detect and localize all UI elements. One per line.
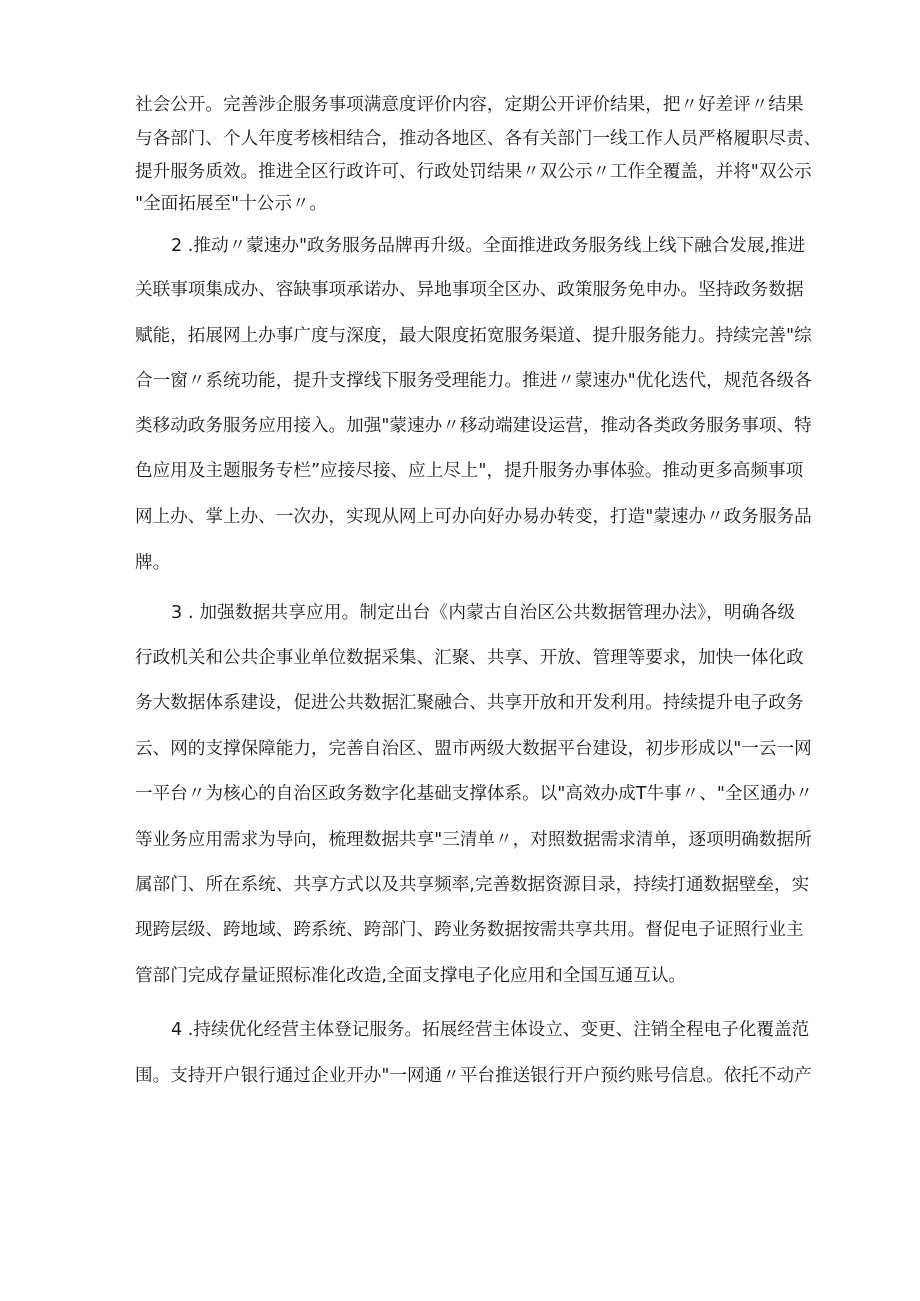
text-line: 合一窗〃系统功能，提升支撑线下服务受理能力。推进〃蒙速办"优化迭代，规范各级各 bbox=[135, 371, 812, 391]
text-line: 行政机关和公共企事业单位数据采集、汇聚、共享、开放、管理等要求，加快一体化政 bbox=[135, 648, 804, 668]
text-line: 现跨层级、跨地域、跨系统、跨部门、跨业务数据按需共享共用。督促电子证照行业主 bbox=[135, 920, 804, 940]
text-line: 与各部门、个人年度考核相结合，推动各地区、各有关部门一线工作人员严格履职尽责、 bbox=[135, 129, 822, 149]
text-line: 务大数据体系建设，促进公共数据汇聚融合、共享开放和开发利用。持续提升电子政务 bbox=[135, 693, 804, 713]
text-line: "全面拓展至"十公示〃。 bbox=[135, 194, 328, 214]
text-line: 提升服务质效。推进全区行政许可、行政处罚结果〃双公示〃工作全覆盖，并将"双公示 bbox=[135, 162, 812, 182]
text-line: 等业务应用需求为导向，梳理数据共享"三清单〃，对照数据需求清单，逐项明确数据所 bbox=[135, 830, 812, 850]
text-line: 网上办、掌上办、一次办，实现从网上可办向好办易办转变，打造"蒙速办〃政务服务品 bbox=[135, 507, 812, 527]
text-line: 类移动政务服务应用接入。加强"蒙速办〃移动端建设运营，推动各类政务服务事项、特 bbox=[135, 416, 812, 436]
paragraph-first-line: 4 .持续优化经营主体登记服务。拓展经营主体设立、变更、注销全程电子化覆盖范 bbox=[171, 1020, 810, 1040]
text-line: 围。支持开户银行通过企业开办"一网通〃平台推送银行开户预约账号信息。依托不动产 bbox=[135, 1066, 812, 1086]
paragraph-first-line: 2 .推动〃蒙速办"政务服务品牌再升级。全面推进政务服务线上线下融合发展,推进 bbox=[171, 236, 806, 256]
text-line: 管部门完成存量证照标准化改造,全面支撑电子化应用和全国互通互认。 bbox=[135, 966, 687, 986]
text-line: 赋能，拓展网上办事广度与深度，最大限度拓宽服务渠道、提升服务能力。持续完善"综 bbox=[135, 326, 812, 346]
text-line: 牌。 bbox=[135, 553, 171, 573]
text-line: 社会公开。完善涉企服务事项满意度评价内容，定期公开评价结果，把〃好差评〃结果 bbox=[135, 95, 804, 115]
text-line: 色应用及主题服务专栏”应接尽接、应上尽上"，提升服务办事体验。推动更多高频事项 bbox=[135, 461, 804, 481]
text-line: 云、网的支撑保障能力，完善自治区、盟市两级大数据平台建设，初步形成以"一云一网 bbox=[135, 739, 812, 759]
text-line: 一平台〃为核心的自治区政务数字化基础支撑体系。以"高效办成T牛事〃、"全区通办〃 bbox=[135, 784, 813, 804]
text-line: 关联事项集成办、容缺事项承诺办、异地事项全区办、政策服务免申办。坚持政务数据 bbox=[135, 280, 804, 300]
text-line: 属部门、所在系统、共享方式以及共享频率,完善数据资源目录，持续打通数据壁垒，实 bbox=[135, 875, 810, 895]
paragraph-first-line: 3 . 加强数据共享应用。制定出台《内蒙古自治区公共数据管理办法》，明确各级 bbox=[171, 603, 795, 623]
